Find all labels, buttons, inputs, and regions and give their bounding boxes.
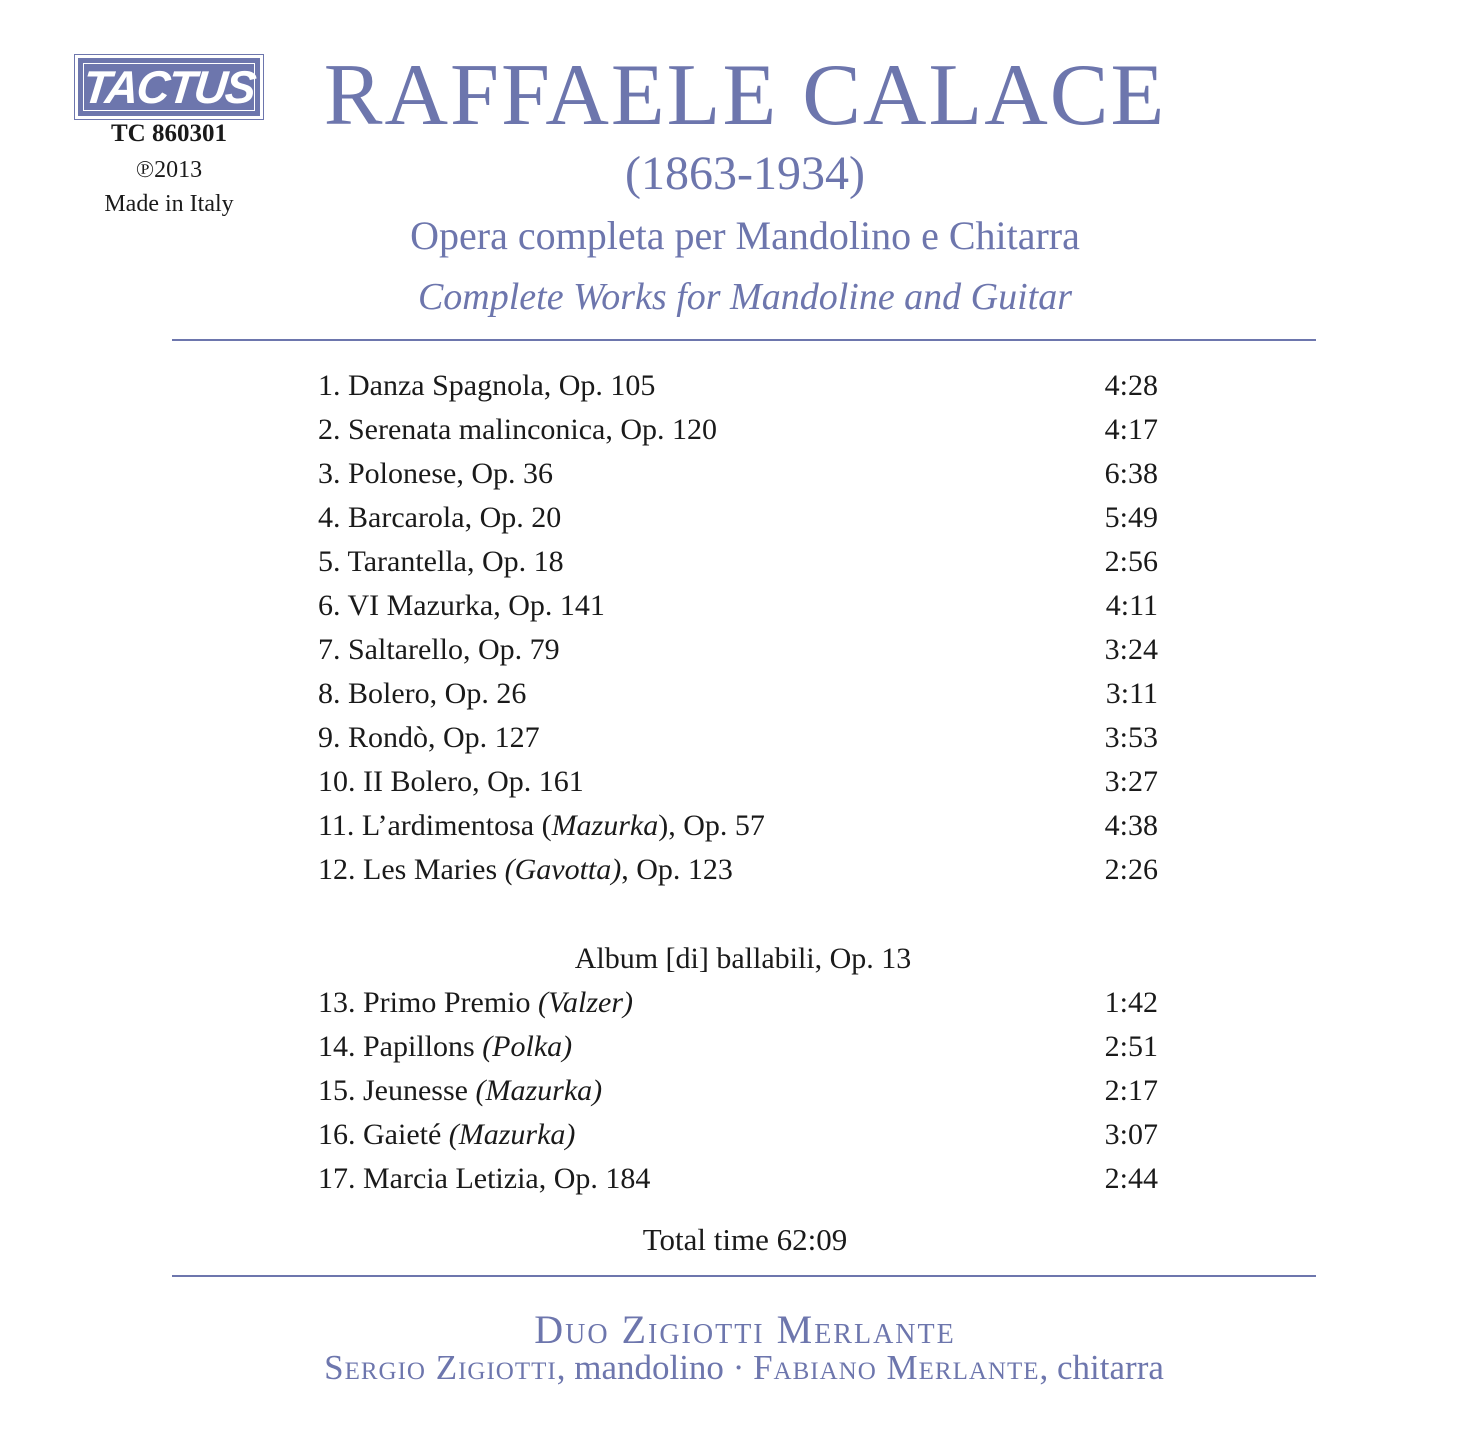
track-title-text: II Bolero, Op. 161 xyxy=(363,765,584,798)
track-title xyxy=(318,545,564,579)
top-divider xyxy=(172,339,1316,341)
track-duration: 2:17 xyxy=(1104,1074,1158,1107)
track-duration: 3:27 xyxy=(1104,765,1158,798)
track-number: 7. xyxy=(318,633,341,666)
track-duration: 1:42 xyxy=(1104,986,1158,1019)
track-title-text: Les Maries xyxy=(363,853,505,886)
track-row xyxy=(318,672,1158,716)
track-row xyxy=(318,1113,1158,1157)
track-title-text: VI Mazurka, Op. 141 xyxy=(347,589,605,622)
track-title xyxy=(318,1162,650,1196)
track-number: 3. xyxy=(318,457,341,490)
track-number: 12. xyxy=(318,853,356,886)
track-duration: 2:26 xyxy=(1104,853,1158,886)
album-group-title: Album [di] ballabili, Op. 13 xyxy=(574,942,912,975)
track-genre: (Valzer) xyxy=(538,986,633,1019)
track-row xyxy=(318,848,1158,892)
track-number: 16. xyxy=(318,1118,356,1151)
track-title-text: Saltarello, Op. 79 xyxy=(348,633,560,666)
track-number: 8. xyxy=(318,677,341,710)
track-genre: Mazurka xyxy=(551,809,659,842)
track-title-text: L’ardimentosa ( xyxy=(361,809,552,842)
composer-dates: (1863-1934) xyxy=(625,147,865,200)
track-number: 14. xyxy=(318,1030,356,1063)
track-opus: , Op. 123 xyxy=(621,853,733,886)
track-row xyxy=(318,496,1158,540)
composer-name: RAFFAELE CALACE xyxy=(323,47,1167,144)
track-duration: 2:44 xyxy=(1104,1162,1158,1195)
track-title-text: Bolero, Op. 26 xyxy=(348,677,527,710)
track-row xyxy=(318,804,1158,848)
track-title xyxy=(318,1074,602,1108)
track-number: 11. xyxy=(318,809,355,842)
track-row xyxy=(318,760,1158,804)
ensemble-name: Duo Zigiotti Merlante xyxy=(534,1307,956,1352)
track-row xyxy=(318,364,1158,408)
track-title-text: Tarantella, Op. 18 xyxy=(347,545,564,578)
performer-2-role: , chitarra xyxy=(1039,1348,1164,1387)
subtitle-italian: Opera completa per Mandolino e Chitarra xyxy=(410,213,1080,258)
track-number: 1. xyxy=(318,369,341,402)
track-title xyxy=(318,986,633,1020)
performer-2-name: Fabiano Merlante xyxy=(753,1348,1040,1387)
track-row xyxy=(318,1069,1158,1113)
performer-separator: · xyxy=(723,1348,754,1387)
track-title xyxy=(318,765,584,799)
track-duration: 6:38 xyxy=(1104,457,1158,490)
track-title-text: Gaieté xyxy=(363,1118,449,1151)
track-title xyxy=(318,633,560,667)
track-number: 5. xyxy=(318,545,341,578)
track-number: 17. xyxy=(318,1162,356,1195)
track-duration: 3:07 xyxy=(1104,1118,1158,1151)
track-title xyxy=(318,457,553,491)
performer-line xyxy=(172,1348,1316,1388)
track-row xyxy=(318,408,1158,452)
track-duration: 4:17 xyxy=(1104,413,1158,446)
track-title-text: Jeunesse xyxy=(363,1074,476,1107)
track-title xyxy=(318,1030,572,1064)
performer-1-name: Sergio Zigiotti xyxy=(324,1348,557,1387)
track-title-text: Papillons xyxy=(363,1030,483,1063)
track-number: 9. xyxy=(318,721,341,754)
track-title-text: Danza Spagnola, Op. 105 xyxy=(348,369,656,402)
logo-text: TACTUS xyxy=(80,61,258,113)
track-title xyxy=(318,853,733,887)
track-duration: 5:49 xyxy=(1104,501,1158,534)
track-duration: 4:28 xyxy=(1104,369,1158,402)
track-title xyxy=(318,721,540,755)
made-in-italy: Made in Italy xyxy=(104,191,234,217)
subtitle-english: Complete Works for Mandoline and Guitar xyxy=(417,276,1073,318)
track-title xyxy=(318,1118,575,1152)
track-number: 15. xyxy=(318,1074,356,1107)
track-number: 13. xyxy=(318,986,356,1019)
performer-1-role: , mandolino xyxy=(556,1348,724,1387)
total-time: Total time 62:09 xyxy=(642,1222,848,1257)
track-title-text: Polonese, Op. 36 xyxy=(348,457,553,490)
tactus-logo xyxy=(78,58,260,116)
track-row xyxy=(318,1157,1158,1201)
track-title xyxy=(318,589,605,623)
track-row xyxy=(318,716,1158,760)
track-title-text: Serenata malinconica, Op. 120 xyxy=(348,413,718,446)
track-title xyxy=(318,677,526,711)
track-title-text: Marcia Letizia, Op. 184 xyxy=(363,1162,651,1195)
track-genre: (Gavotta) xyxy=(504,853,622,886)
track-genre: (Polka) xyxy=(482,1030,573,1063)
track-title xyxy=(318,369,655,403)
track-duration: 3:24 xyxy=(1104,633,1158,666)
track-number: 6. xyxy=(318,589,341,622)
track-opus: ), Op. 57 xyxy=(658,809,765,842)
track-row xyxy=(318,540,1158,584)
track-duration: 3:53 xyxy=(1104,721,1158,754)
track-genre: (Mazurka) xyxy=(448,1118,576,1151)
track-duration: 4:11 xyxy=(1105,589,1158,622)
track-list xyxy=(318,364,1158,1201)
track-title xyxy=(318,809,765,843)
track-title xyxy=(318,413,717,447)
track-row xyxy=(318,981,1158,1025)
track-title-text: Barcarola, Op. 20 xyxy=(348,501,562,534)
catalog-number: TC 860301 xyxy=(111,120,227,147)
track-number: 2. xyxy=(318,413,341,446)
track-number: 10. xyxy=(318,765,356,798)
track-row xyxy=(318,628,1158,672)
track-title xyxy=(318,501,561,535)
track-row xyxy=(318,452,1158,496)
track-row xyxy=(318,584,1158,628)
track-title-text: Rondò, Op. 127 xyxy=(348,721,540,754)
track-duration: 3:11 xyxy=(1105,677,1158,710)
copyright-year: ℗2013 xyxy=(135,157,203,183)
track-row xyxy=(318,1025,1158,1069)
track-duration: 2:51 xyxy=(1104,1030,1158,1063)
track-number: 4. xyxy=(318,501,341,534)
track-duration: 4:38 xyxy=(1104,809,1158,842)
track-genre: (Mazurka) xyxy=(475,1074,603,1107)
bottom-divider xyxy=(172,1275,1316,1277)
track-duration: 2:56 xyxy=(1104,545,1158,578)
track-title-text: Primo Premio xyxy=(363,986,539,1019)
